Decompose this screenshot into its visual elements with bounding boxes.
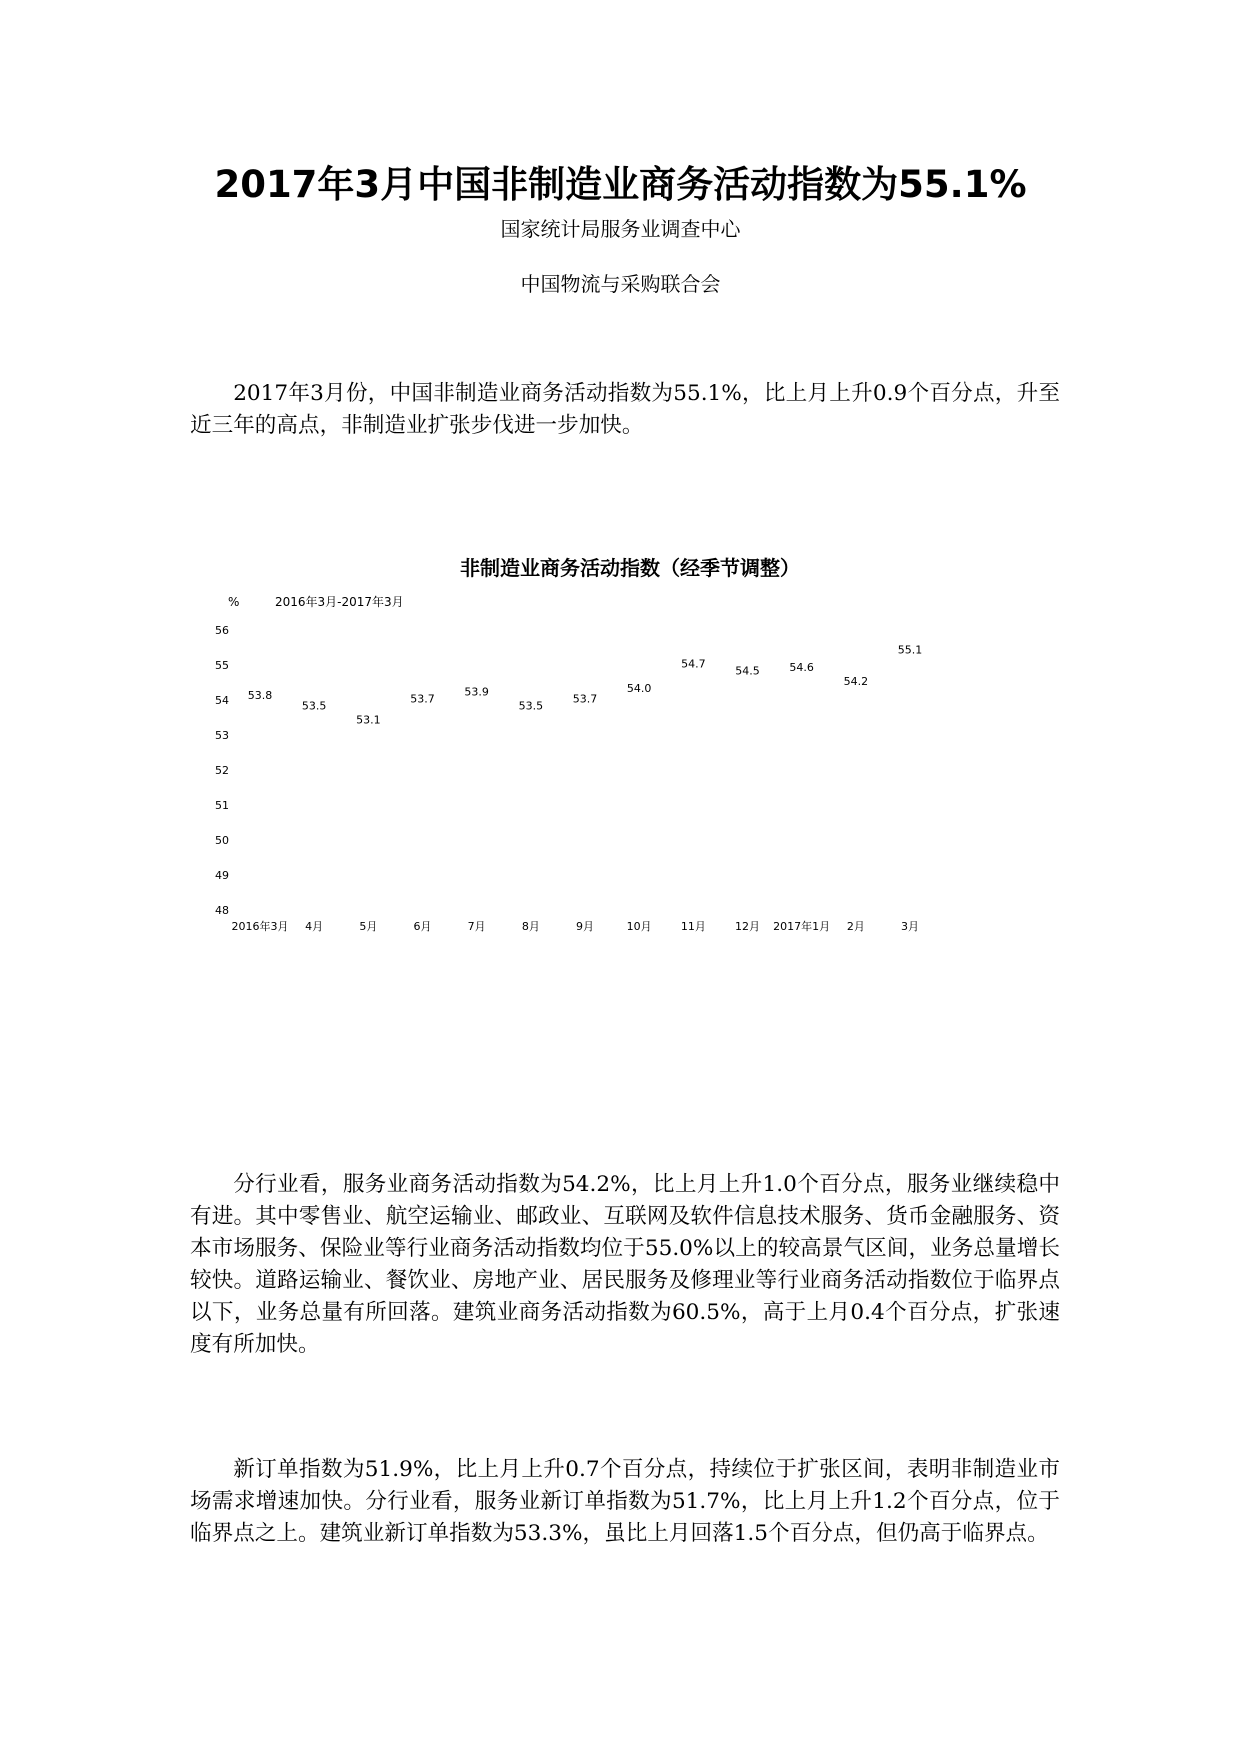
x-tick-label: 6月 bbox=[413, 920, 432, 933]
x-tick-label: 2017年1月 bbox=[773, 920, 831, 933]
y-tick-label: 55 bbox=[215, 659, 229, 672]
data-point bbox=[637, 698, 641, 702]
data-point bbox=[366, 730, 370, 734]
y-tick-label: 56 bbox=[215, 624, 229, 637]
chart-subtitle: 2016年3月-2017年3月 bbox=[275, 595, 404, 609]
paragraph-1: 2017年3月份，中国非制造业商务活动指数为55.1%，比上月上升0.9个百分点，升至近三年的高点，非制造业扩张步伐进一步加快。 bbox=[190, 381, 1060, 438]
data-point bbox=[421, 709, 425, 713]
organization-1: 国家统计局服务业调查中心 bbox=[500, 217, 741, 241]
y-tick-label: 49 bbox=[215, 869, 229, 882]
x-tick-label: 10月 bbox=[626, 920, 652, 933]
x-tick-label: 2016年3月 bbox=[231, 920, 289, 933]
x-axis bbox=[232, 919, 920, 933]
data-point bbox=[800, 677, 804, 681]
data-label: 53.9 bbox=[464, 685, 489, 699]
data-point bbox=[475, 702, 479, 706]
y-tick-label: 48 bbox=[215, 904, 229, 917]
x-tick-label: 7月 bbox=[467, 920, 486, 933]
data-point bbox=[583, 709, 587, 713]
x-tick-label: 8月 bbox=[521, 920, 540, 933]
data-point bbox=[529, 716, 533, 720]
y-tick-label: 52 bbox=[215, 764, 229, 777]
data-label: 53.1 bbox=[356, 713, 381, 727]
y-tick-label: 53 bbox=[215, 729, 229, 742]
organization-2: 中国物流与采购联合会 bbox=[520, 272, 721, 296]
data-label: 54.2 bbox=[843, 675, 869, 688]
y-tick-label: 54 bbox=[215, 694, 229, 707]
chart-ylabel: % bbox=[228, 595, 240, 609]
paragraph-3: 新订单指数为51.9%，比上月上升0.7个百分点，持续位于扩张区间，表明非制造业市场需求增速加快。分行业看，服务业新订单指数为51.7%，比上月上升1.2个百分点，位于临界点之上。建筑业新订单指数为53.3%，虽比上月回落1.5个百分点，但仍高于临界点。 bbox=[190, 1457, 1060, 1546]
data-label: 53.5 bbox=[518, 699, 544, 713]
data-point bbox=[691, 674, 695, 678]
x-tick-label: 11月 bbox=[680, 920, 706, 933]
data-label: 55.1 bbox=[897, 643, 923, 657]
data-label: 54.0 bbox=[626, 682, 652, 695]
paragraph-2: 分行业看，服务业商务活动指数为54.2%，比上月上升1.0个百分点，服务业继续稳中有进。其中零售业、航空运输业、邮政业、互联网及软件信息技术服务、货币金融服务、资本市场服务、保险业等行业商务活动指数均位于55.0%以上的较高景气区间，业务总量增长较快。道路运输业、餐饮业、房地产业、居民服务及修理业等行业商务活动指数位于临界点以下，业务总量有所回落。建筑业商务活动指数为60.5%，高于上月0.4个百分点，扩张速度有所加快。 bbox=[190, 1172, 1060, 1357]
y-tick-label: 51 bbox=[215, 799, 229, 812]
x-tick-label: 9月 bbox=[576, 920, 594, 933]
document-title: 2017年3月中国非制造业商务活动指数为55.1% bbox=[214, 163, 1027, 206]
x-tick-label: 3月 bbox=[901, 920, 919, 933]
data-label: 53.5 bbox=[301, 699, 327, 713]
line-chart bbox=[200, 540, 1060, 1080]
y-tick-label: 50 bbox=[215, 834, 229, 847]
data-point bbox=[854, 691, 858, 695]
y-axis bbox=[215, 624, 229, 917]
x-tick-label: 12月 bbox=[735, 920, 760, 933]
data-label: 54.5 bbox=[735, 664, 760, 678]
data-point bbox=[312, 716, 316, 720]
data-point bbox=[258, 705, 262, 709]
chart-area bbox=[200, 540, 1060, 1080]
x-tick-label: 5月 bbox=[359, 920, 378, 933]
x-tick-label: 2月 bbox=[846, 920, 865, 933]
data-label: 53.8 bbox=[247, 689, 273, 702]
data-label: 54.7 bbox=[681, 657, 706, 671]
chart-title: 非制造业商务活动指数（经季节调整） bbox=[460, 556, 800, 580]
data-point bbox=[746, 681, 750, 685]
data-label: 53.7 bbox=[572, 692, 598, 706]
data-label: 54.6 bbox=[789, 661, 814, 674]
x-tick-label: 4月 bbox=[305, 920, 324, 933]
data-label: 53.7 bbox=[410, 692, 435, 706]
data-point bbox=[908, 660, 912, 664]
